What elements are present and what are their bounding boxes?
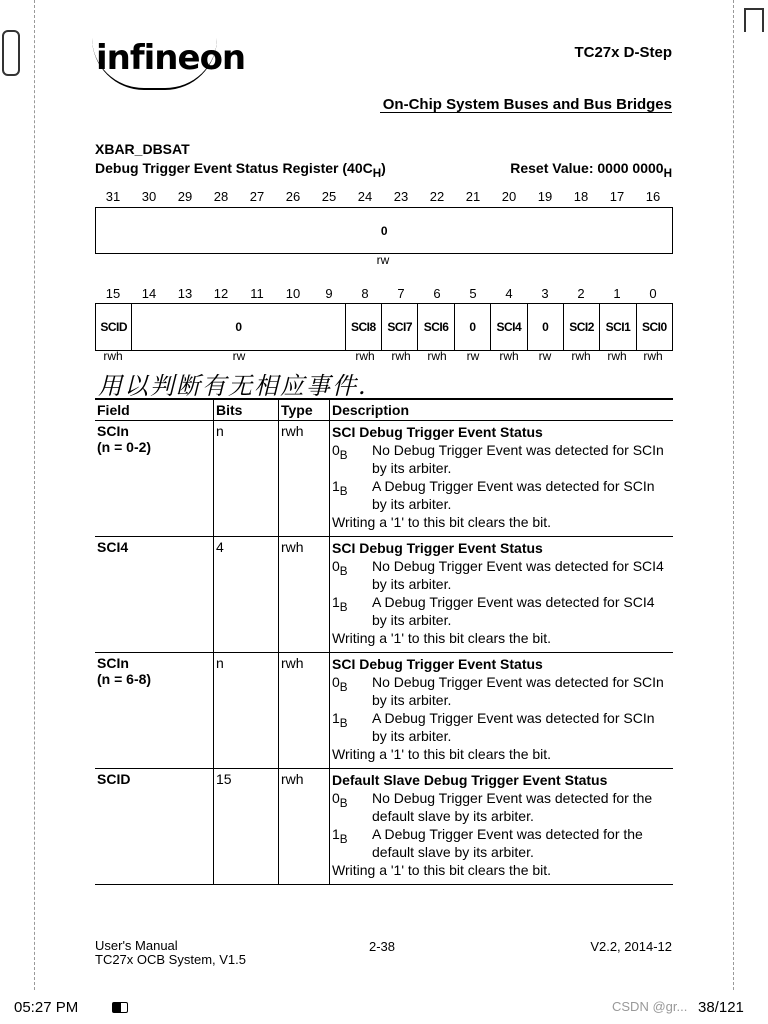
access-type: rwh [355, 349, 375, 363]
bit-number: 3 [541, 286, 549, 301]
bit-number: 15 [105, 286, 121, 301]
watermark: CSDN @gr... [612, 999, 688, 1014]
bit-number: 1 [613, 286, 621, 301]
infineon-logo: infineon [96, 38, 246, 78]
access-type: rwh [643, 349, 663, 363]
header-description: Description [330, 399, 674, 421]
register-name: XBAR_DBSAT [95, 141, 190, 157]
table-row [95, 537, 673, 653]
bit-number: 2 [577, 286, 585, 301]
bit-number: 6 [433, 286, 441, 301]
bit-number: 11 [250, 286, 264, 301]
lower-bit-numbers [95, 286, 671, 301]
type-cell: rwh [279, 769, 330, 885]
access-type: rw [538, 349, 552, 363]
battery-icon [112, 1002, 128, 1013]
type-cell: rwh [279, 537, 330, 653]
field-table [95, 398, 673, 885]
bookmark-icon[interactable] [744, 8, 764, 32]
page-number: 2-38 [369, 939, 396, 954]
bitfield-0: 0 [528, 304, 564, 350]
bitfield-0: 0 [455, 304, 491, 350]
reset-value: Reset Value: 0000 $0000_H$ [510, 160, 672, 180]
bit-number: 31 [105, 189, 121, 204]
field-cell: SCIn (n = 6-8) [95, 653, 214, 769]
description-cell: Default Slave Debug Trigger Event Status $0_B$ No Debug Trigger Event was detected for the default slave by its arbiter. $1_B$ A Debug Trigger Event was detected for the default slave by its arbiter. Writing a '1' to this bit clears the bit. [330, 769, 674, 885]
bitfield-0: 0 [132, 304, 345, 350]
bitfield-sci4: SCI4 [491, 304, 527, 350]
doc-title: TC27x D-Step [574, 44, 672, 61]
field-cell: SCI4 [95, 537, 214, 653]
bit-number: 21 [465, 189, 481, 204]
bitfield-sci2: SCI2 [564, 304, 600, 350]
bitfield-sci0: SCI0 [641, 320, 667, 334]
upper-bit-numbers [95, 189, 671, 204]
bit-number: 7 [397, 286, 405, 301]
bit-number: 26 [285, 189, 301, 204]
bit-number: 27 [249, 189, 265, 204]
bit-number: 16 [645, 189, 661, 204]
bit-number: 30 [141, 189, 157, 204]
bit-number: 18 [573, 189, 589, 204]
lower-access [95, 349, 671, 363]
table-row [95, 769, 673, 885]
description-cell: SCI Debug Trigger Event Status $0_B$ No Debug Trigger Event was detected for SCIn by its arbiter. $1_B$ A Debug Trigger Event was detected for SCIn by its arbiter. Writing a '1' to this bit clears the bit. [330, 421, 674, 537]
clock: 05:27 PM [14, 999, 79, 1016]
table-row [95, 653, 673, 769]
access-type: rw [232, 349, 246, 363]
upper-field: 0 [380, 223, 388, 238]
header-bits: Bits [214, 399, 279, 421]
bit-number: 20 [501, 189, 517, 204]
bitfield-sci8: SCI8 [346, 304, 382, 350]
bitfield-sci7: SCI7 [382, 304, 418, 350]
sidebar-handle[interactable] [2, 30, 20, 76]
description-cell: SCI Debug Trigger Event Status $0_B$ No Debug Trigger Event was detected for SCIn by its arbiter. $1_B$ A Debug Trigger Event was detected for SCIn by its arbiter. Writing a '1' to this bit clears the bit. [330, 653, 674, 769]
access-type: rwh [571, 349, 591, 363]
footer-left: User's Manual TC27x OCB System, V1.5 [95, 938, 246, 967]
bit-number: 9 [325, 286, 333, 301]
bit-number: 13 [177, 286, 193, 301]
access-type: rwh [499, 349, 519, 363]
bits-cell: n [214, 421, 279, 537]
bit-number: 19 [537, 189, 553, 204]
access-type: rwh [391, 349, 411, 363]
type-cell: rwh [279, 421, 330, 537]
bitfield-sci6: SCI6 [418, 304, 454, 350]
header-type: Type [279, 399, 330, 421]
bit-number: 5 [469, 286, 477, 301]
bit-number: 10 [285, 286, 301, 301]
bitfield-sci1: SCI1 [600, 304, 636, 350]
description-cell: SCI Debug Trigger Event Status $0_B$ No Debug Trigger Event was detected for SCI4 by its arbiter. $1_B$ A Debug Trigger Event was detected for SCI4 by its arbiter. Writing a '1' to this bit clears the bit. [330, 537, 674, 653]
bit-number: 8 [361, 286, 369, 301]
handwritten-note: 用以判断有无相应事件. [98, 372, 368, 400]
field-cell: SCIn (n = 0-2) [95, 421, 214, 537]
bitfield-scid: SCID [96, 304, 132, 350]
access-type: rwh [103, 349, 123, 363]
bits-cell: 15 [214, 769, 279, 885]
bit-number: 22 [429, 189, 445, 204]
bit-number: 23 [393, 189, 409, 204]
upper-register [95, 207, 673, 254]
access-type: rw [466, 349, 480, 363]
bit-number: 29 [177, 189, 193, 204]
bit-number: 14 [141, 286, 157, 301]
bits-cell: 4 [214, 537, 279, 653]
register-title: Debug Trigger Event Status Register $(40C_H)$ [95, 160, 386, 180]
access-type: rwh [427, 349, 447, 363]
access-type: rwh [607, 349, 627, 363]
bit-number: 4 [505, 286, 513, 301]
header-field: Field [95, 399, 214, 421]
field-cell: SCID [95, 769, 214, 885]
upper-access: rw [376, 253, 390, 267]
version: V2.2, 2014-12 [590, 939, 672, 954]
bit-number: 0 [649, 286, 657, 301]
table-row [95, 421, 673, 537]
bit-number: 28 [213, 189, 229, 204]
bit-number: 12 [213, 286, 229, 301]
section-title: On-Chip System Buses and Bus Bridges [382, 96, 672, 113]
bit-number: 25 [321, 189, 337, 204]
lower-register [95, 303, 673, 351]
bit-number: 17 [609, 189, 625, 204]
type-cell: rwh [279, 653, 330, 769]
bit-number: 24 [357, 189, 373, 204]
bits-cell: n [214, 653, 279, 769]
reader-page: 38/121 [698, 999, 744, 1016]
